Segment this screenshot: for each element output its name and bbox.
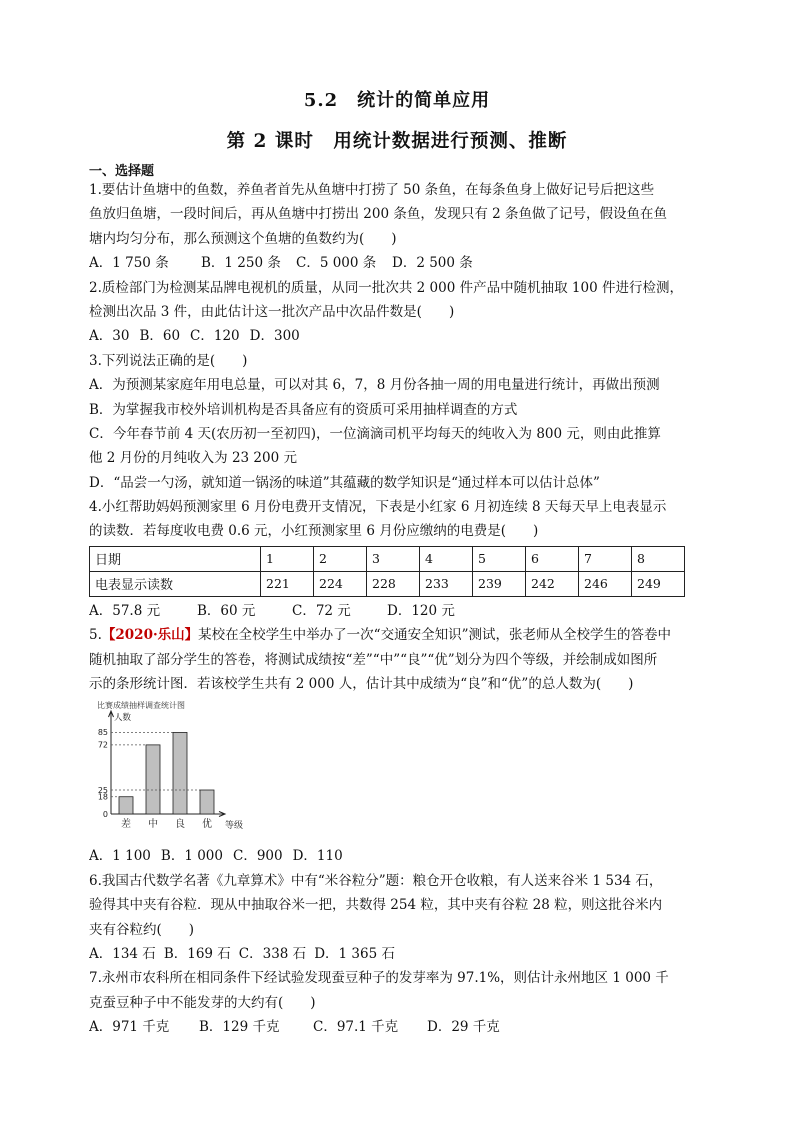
option-c-continued: 他 2 月份的月纯收入为 23 200 元	[89, 450, 297, 467]
question-5	[89, 623, 714, 869]
table-cell: 8	[632, 546, 685, 571]
bar	[119, 797, 133, 814]
bar-chart-figure	[89, 700, 714, 842]
question-text: 克蚕豆种子中不能发芽的大约有( )	[89, 994, 316, 1011]
table-header-cell: 电表显示读数	[90, 571, 261, 596]
y-tick-label: 72	[97, 741, 108, 751]
question-list	[89, 178, 714, 1040]
option-d[interactable]: D．300	[249, 328, 300, 345]
option-b[interactable]: B．60	[139, 328, 181, 345]
x-tick-label: 优	[202, 819, 212, 831]
table-cell: 221	[261, 571, 314, 596]
answer-options	[89, 251, 714, 275]
question-text: 的读数．若每度收电费 0.6 元，小红预测家里 6 月份应缴纳的电费是( )	[89, 523, 539, 540]
option-c[interactable]: C．900	[232, 848, 283, 865]
table-cell: 239	[473, 571, 526, 596]
y-tick-label: 18	[97, 792, 108, 802]
option-d[interactable]: D．29 千克	[427, 1019, 500, 1036]
option-a[interactable]: A．1 100	[89, 848, 151, 865]
table-cell: 3	[367, 546, 420, 571]
section-heading: 一、选择题	[89, 164, 155, 179]
bar	[146, 745, 160, 814]
table-row	[90, 546, 685, 571]
option-c[interactable]: C．5 000 条	[296, 255, 377, 272]
option-a[interactable]: A．30	[89, 328, 130, 345]
option-d[interactable]: D．110	[292, 848, 343, 865]
y-tick-label: 0	[102, 810, 108, 820]
question-7	[89, 966, 714, 1039]
question-text: 验得其中夹有谷粒．现从中抽取谷米一把，共数得 254 粒，其中夹有谷粒 28 粒，则这批谷米内	[89, 897, 663, 914]
table-cell: 224	[314, 571, 367, 596]
table-header-cell: 日期	[90, 546, 261, 571]
question-text: 塘内均匀分布，那么预测这个鱼塘的鱼数约为( )	[89, 230, 397, 247]
y-tick-label: 25	[97, 786, 108, 796]
chart-title: 比赛成绩抽样调查统计图	[97, 701, 185, 711]
option-d[interactable]: D．2 500 条	[392, 255, 473, 272]
question-text: 4.小红帮助妈妈预测家里 6 月份电费开支情况，下表是小红家 6 月初连续 8 天每天早上电表显示	[89, 499, 667, 516]
option-b[interactable]: B．169 石	[163, 945, 231, 962]
question-number: 5.	[89, 627, 102, 644]
x-tick-label: 差	[121, 819, 131, 831]
option-c[interactable]: C．72 元	[292, 602, 351, 619]
table-cell: 249	[632, 571, 685, 596]
table-cell: 228	[367, 571, 420, 596]
answer-options	[89, 324, 714, 348]
table-cell: 4	[420, 546, 473, 571]
table-cell: 242	[526, 571, 579, 596]
answer-options	[89, 942, 714, 966]
question-text: 6.我国古代数学名著《九章算术》中有“米谷粒分”题：粮仓开仓收粮，有人送来谷米 1 534 石，	[89, 872, 663, 889]
question-text: 7.永州市农科所在相同条件下经试验发现蚕豆种子的发芽率为 97.1%，则估计永州地区 1 000 千	[89, 970, 669, 987]
bar-chart	[89, 700, 289, 842]
option-a[interactable]: A．1 750 条	[89, 255, 169, 272]
y-tick-label: 85	[97, 728, 108, 738]
option-c[interactable]: C．今年春节前 4 天(农历初一至初四)，一位滴滴司机平均每天的纯收入为 800 元，则由此推算	[89, 425, 661, 442]
table-cell: 1	[261, 546, 314, 571]
question-3	[89, 349, 714, 495]
table-cell: 7	[579, 546, 632, 571]
question-text: 3.下列说法正确的是( )	[89, 352, 248, 369]
option-a[interactable]: A．57.8 元	[89, 602, 161, 619]
question-text: 检测出次品 3 件，由此估计这一批次产品中次品件数是( )	[89, 303, 455, 320]
x-tick-label: 良	[175, 819, 185, 831]
x-tick-label: 中	[148, 819, 158, 831]
table-cell: 5	[473, 546, 526, 571]
option-d[interactable]: D．“品尝一勺汤，就知道一锅汤的味道”其蕴藏的数学知识是“通过样本可以估计总体”	[89, 474, 600, 491]
question-text: 鱼放归鱼塘，一段时间后，再从鱼塘中打捞出 200 条鱼，发现只有 2 条鱼做了记号，假设鱼在鱼	[89, 206, 668, 223]
option-b[interactable]: B．1 250 条	[201, 255, 281, 272]
bar	[173, 733, 187, 815]
option-d[interactable]: D．120 元	[387, 602, 455, 619]
question-2	[89, 276, 714, 349]
option-b[interactable]: B．为掌握我市校外培训机构是否具备应有的资质可采用抽样调查的方式	[89, 401, 518, 418]
answer-options	[89, 1015, 714, 1039]
source-tag: 【2020·乐山】	[101, 627, 199, 644]
answer-options	[89, 844, 714, 868]
question-1	[89, 178, 714, 276]
question-text	[89, 623, 714, 647]
question-text: 示的条形统计图．若该校学生共有 2 000 人，估计其中成绩为“良”和“优”的总人数为( )	[89, 676, 634, 693]
y-axis-label: 人数	[114, 713, 132, 724]
lesson-title: 5.2 统计的简单应用	[303, 90, 491, 111]
option-c[interactable]: C．120	[190, 328, 240, 345]
question-6	[89, 869, 714, 967]
option-a[interactable]: A．971 千克	[89, 1019, 170, 1036]
lesson-subtitle: 第 2 课时 用统计数据进行预测、推断	[226, 131, 568, 152]
option-c[interactable]: C．97.1 千克	[313, 1019, 399, 1036]
option-d[interactable]: D．1 365 石	[314, 945, 395, 962]
answer-options	[89, 599, 714, 623]
option-b[interactable]: B．129 千克	[199, 1019, 280, 1036]
option-c[interactable]: C．338 石	[238, 945, 307, 962]
bar	[200, 790, 214, 814]
question-text-rest: 某校在全校学生中举办了一次“交通安全知识”测试，张老师从全校学生的答卷中	[198, 627, 671, 644]
x-axis-label: 等级	[225, 821, 244, 832]
meter-reading-table	[89, 546, 685, 597]
option-a[interactable]: A．为预测某家庭年用电总量，可以对其 6，7，8 月份各抽一周的用电量进行统计，再做出预测	[89, 377, 660, 394]
table-cell: 233	[420, 571, 473, 596]
table-cell: 246	[579, 571, 632, 596]
table-row	[90, 571, 685, 596]
table-cell: 2	[314, 546, 367, 571]
option-b[interactable]: B．60 元	[197, 602, 256, 619]
question-text: 1.要估计鱼塘中的鱼数，养鱼者首先从鱼塘中打捞了 50 条鱼，在每条鱼身上做好记号后把这些	[89, 182, 655, 198]
question-4	[89, 495, 714, 623]
option-b[interactable]: B．1 000	[160, 848, 223, 865]
option-a[interactable]: A．134 石	[89, 945, 156, 962]
table-cell: 6	[526, 546, 579, 571]
question-text: 夹有谷粒约( )	[89, 921, 195, 938]
question-text: 随机抽取了部分学生的答卷，将测试成绩按“差”“中”“良”“优”划分为四个等级，并绘制成如图所	[89, 651, 658, 668]
question-text: 2.质检部门为检测某品牌电视机的质量，从同一批次共 2 000 件产品中随机抽取 100 件进行检测，	[89, 279, 683, 296]
